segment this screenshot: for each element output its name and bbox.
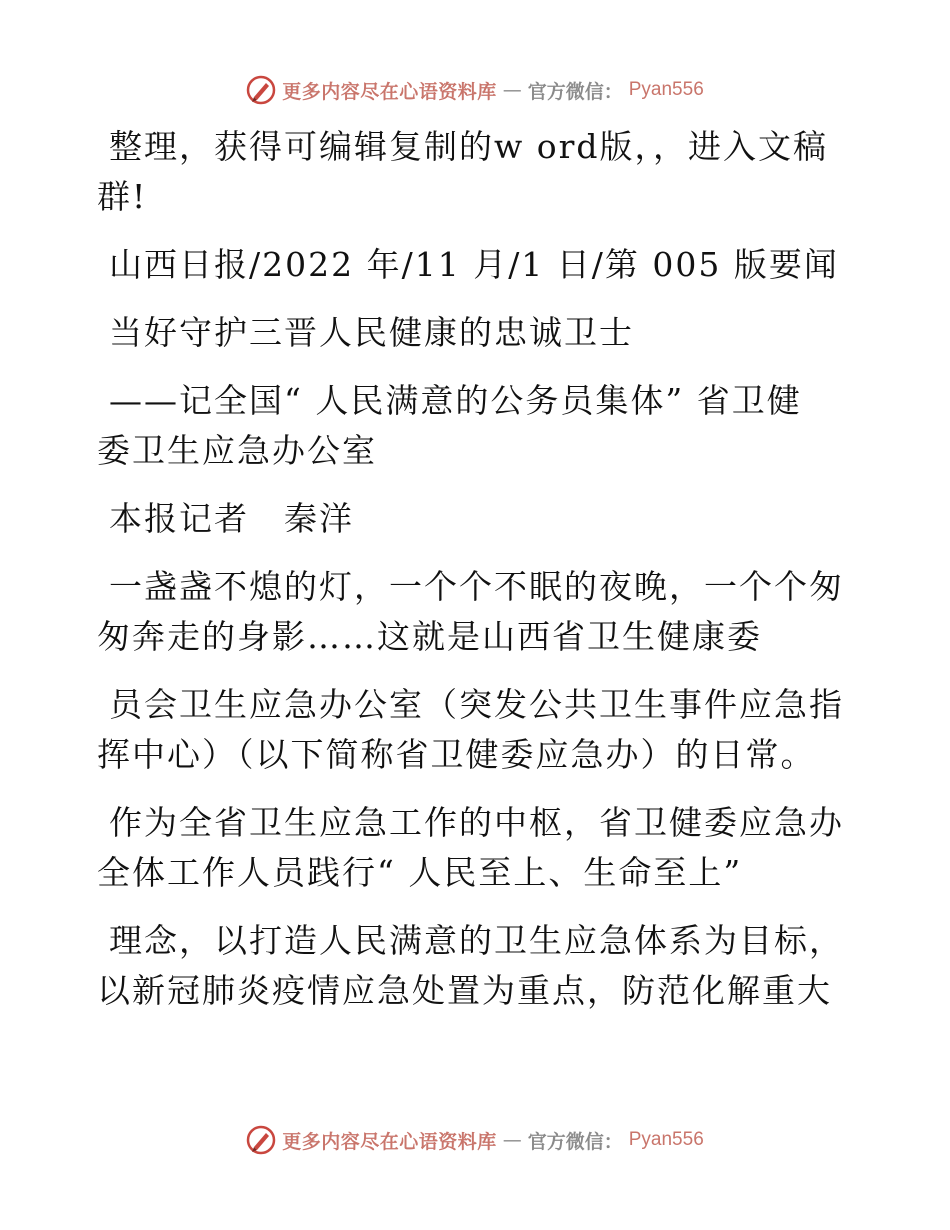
text-line: 全体工作人员践行“ 人民至上、生命至上” — [97, 853, 743, 892]
article-subtitle — [97, 376, 837, 476]
banner-main-text: 更多内容尽在心语资料库 — [282, 1130, 497, 1153]
text-line: 挥中心）（以下简称省卫健委应急办）的日常。 — [97, 735, 816, 774]
pen-logo-icon — [246, 75, 276, 105]
banner-official-text: 官方微信： — [527, 80, 623, 103]
banner-wechat-id: Pyan556 — [628, 1129, 704, 1150]
article-byline — [97, 494, 837, 544]
header-banner — [0, 70, 950, 110]
text-line: ——记全国“ 人民满意的公务员集体” 省卫健 — [109, 381, 802, 420]
text-line: 一盏盏不熄的灯，一个个不眠的夜晚，一个个匆 — [109, 567, 844, 606]
paragraph-1 — [97, 562, 844, 662]
text-line: 员会卫生应急办公室（突发公共卫生事件应急指 — [109, 685, 844, 724]
article-body — [97, 122, 844, 1034]
text-line: 作为全省卫生应急工作的中枢，省卫健委应急办 — [109, 803, 844, 842]
article-title — [97, 308, 837, 358]
text-line: 理念，以打造人民满意的卫生应急体系为目标， — [109, 921, 844, 960]
banner-official-text: 官方微信： — [527, 1130, 623, 1153]
text-line: 以新冠肺炎疫情应急处置为重点，防范化解重大 — [97, 971, 832, 1010]
text-line: 匆奔走的身影……这就是山西省卫生健康委 — [97, 617, 762, 656]
text-line: 山西日报/2022 年/11 月/1 日/第 005 版要闻 — [109, 245, 839, 284]
banner-main-text: 更多内容尽在心语资料库 — [282, 80, 497, 103]
text-line: 当好守护三晋人民健康的忠诚卫士 — [109, 313, 634, 352]
paragraph-3 — [97, 798, 844, 898]
banner-wechat-id: Pyan556 — [628, 79, 704, 100]
text-line: 群! — [97, 177, 148, 216]
text-line: 本报记者 秦洋 — [109, 499, 354, 538]
paragraph-4 — [97, 916, 844, 1016]
banner-dash: — — [502, 1129, 522, 1151]
pen-logo-icon — [246, 1125, 276, 1155]
banner-dash: — — [502, 79, 522, 101]
text-line: 委卫生应急办公室 — [97, 431, 377, 470]
paragraph-source — [97, 240, 837, 290]
paragraph-2 — [97, 680, 844, 780]
footer-banner — [0, 1120, 950, 1160]
paragraph-intro — [97, 122, 837, 222]
text-line: 整理，获得可编辑复制的w ord版，，进入文稿 — [109, 127, 829, 166]
